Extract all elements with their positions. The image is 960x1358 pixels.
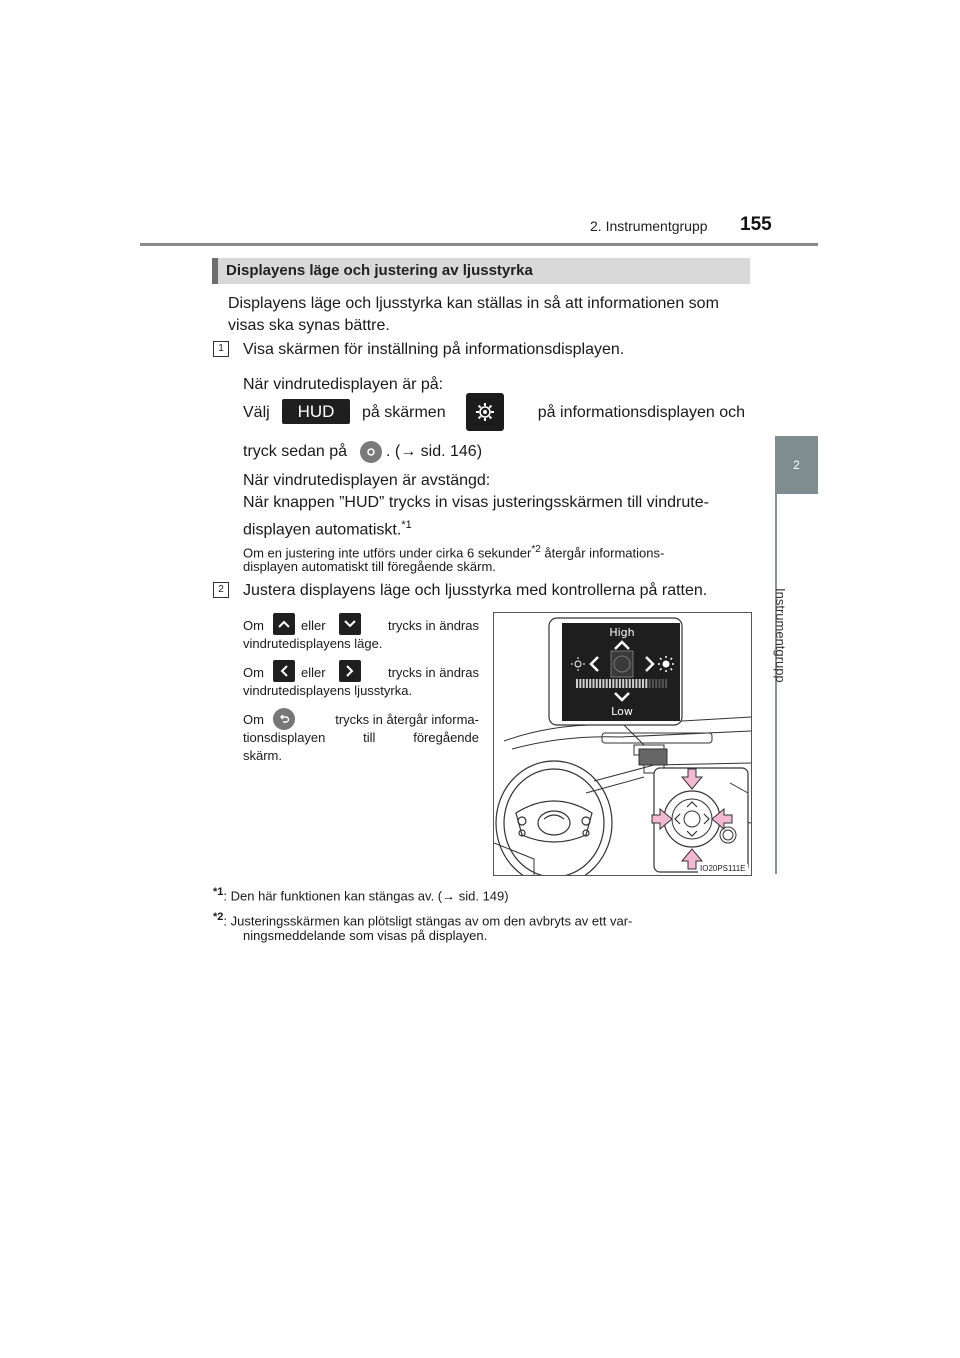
press-post-text: . (→ sid. 146)	[386, 443, 483, 460]
step-2-number: 2	[213, 582, 229, 598]
gauge-tick	[659, 679, 661, 688]
item2-post: trycks in ändras	[387, 665, 479, 680]
back-icon	[273, 708, 295, 730]
footnote-ref-1: *1	[401, 519, 412, 531]
press-pre-text: tryck sedan på	[243, 443, 348, 460]
footnote-1-mark: *1	[213, 886, 224, 898]
gauge-tick	[619, 679, 621, 688]
gauge-tick	[626, 679, 628, 688]
gauge-tick	[576, 679, 578, 688]
hud-label-high: High	[609, 626, 635, 639]
note-line-1-post: återgår informations-	[540, 545, 665, 561]
steering-wheel-illustration	[493, 612, 752, 876]
illustration-code: IO20PS111E	[700, 864, 746, 873]
gauge-tick	[662, 679, 664, 688]
gauge-tick	[642, 679, 644, 688]
footnote-1	[213, 883, 509, 905]
gauge-tick	[629, 679, 631, 688]
step-1-number: 1	[213, 341, 229, 357]
gauge-tick	[593, 679, 595, 688]
hud-label-low: Low	[611, 705, 633, 718]
item1-mid: eller	[301, 618, 326, 633]
gauge-tick	[616, 679, 618, 688]
chevron-down-icon	[339, 613, 361, 635]
gauge-tick	[602, 679, 604, 688]
header-section-title: 2. Instrumentgrupp	[590, 218, 708, 234]
chapter-tab-label: Instrumentgrupp	[773, 588, 788, 683]
select-post-text: på informationsdisplayen och	[537, 404, 745, 421]
gauge-tick	[579, 679, 581, 688]
intro-line-2: visas ska synas bättre.	[228, 317, 390, 334]
gear-icon	[466, 393, 504, 431]
gauge-tick	[639, 679, 641, 688]
footnote-2-text: : Justeringsskärmen kan plötsligt stängas av om den avbryts av ett var-	[223, 913, 633, 929]
gauge-tick	[609, 679, 611, 688]
section-heading: Displayens läge och justering av ljusstyrka	[226, 262, 533, 279]
hud-off-line-1: När knappen ”HUD” trycks in visas justeringsskärmen till vindrute-	[243, 494, 709, 511]
step-2-text: Justera displayens läge och ljusstyrka med kontrollerna på ratten.	[243, 582, 708, 599]
gauge-tick	[606, 679, 608, 688]
item3-pre: Om	[243, 712, 264, 727]
footnote-ref-2: *2	[531, 544, 541, 555]
gauge-tick	[586, 679, 588, 688]
item3-post: trycks in återgår informa-	[335, 712, 479, 727]
gauge-tick	[655, 679, 657, 688]
gauge-tick	[599, 679, 601, 688]
footnote-2-line-2: ningsmeddelande som visas på displayen.	[243, 928, 488, 943]
hud-off-line-2-text: displayen automatiskt.	[243, 521, 402, 539]
select-pre-text: Välj	[243, 404, 270, 421]
gauge-tick	[632, 679, 634, 688]
gauge-tick	[583, 679, 585, 688]
footnote-2-mark: *2	[213, 911, 224, 923]
gauge-tick	[596, 679, 598, 688]
gauge-tick	[635, 679, 637, 688]
footnote-1-text: : Den här funktionen kan stängas av. (→ sid. 149)	[223, 888, 509, 904]
chapter-tab: 2	[775, 436, 818, 494]
section-heading-bar	[212, 258, 750, 284]
item1-line-2: vindrutedisplayens läge.	[243, 636, 383, 651]
chapter-tab-line	[775, 494, 777, 874]
gauge-tick	[665, 679, 667, 688]
hud-menu-icon	[282, 399, 350, 424]
ok-button-icon	[360, 441, 382, 463]
item2-line-2: vindrutedisplayens ljusstyrka.	[243, 683, 413, 698]
gauge-tick	[589, 679, 591, 688]
hud-menu-label: HUD	[297, 401, 335, 421]
note-line-2: displayen automatiskt till föregående skärm.	[243, 559, 496, 574]
gauge-tick	[622, 679, 624, 688]
item3-line-2: tionsdisplayen till föregående	[243, 730, 479, 745]
gauge-tick	[652, 679, 654, 688]
chevron-up-icon	[273, 613, 295, 635]
item1-post: trycks in ändras	[387, 618, 479, 633]
select-mid-text: på skärmen	[362, 404, 446, 421]
chevron-right-icon	[339, 660, 361, 682]
gauge-tick	[612, 679, 614, 688]
section-heading-accent	[212, 258, 218, 284]
gauge-tick	[649, 679, 651, 688]
note-line-1-pre: Om en justering inte utförs under cirka 6 sekunder	[243, 545, 532, 561]
header-divider	[140, 243, 818, 246]
hud-off-line-2	[243, 514, 412, 541]
hud-off-label: När vindrutedisplayen är avstängd:	[243, 472, 491, 489]
gauge-tick	[645, 679, 647, 688]
item2-mid: eller	[301, 665, 326, 680]
step-1-text: Visa skärmen för inställning på informationsdisplayen.	[243, 341, 625, 358]
chevron-left-icon	[273, 660, 295, 682]
item1-pre: Om	[243, 618, 264, 633]
item3-line-3: skärm.	[243, 748, 282, 763]
page-number: 155	[740, 214, 772, 235]
intro-line-1: Displayens läge och ljusstyrka kan ställas in så att informationen som	[228, 295, 719, 312]
hud-on-label: När vindrutedisplayen är på:	[243, 376, 444, 393]
item2-pre: Om	[243, 665, 264, 680]
